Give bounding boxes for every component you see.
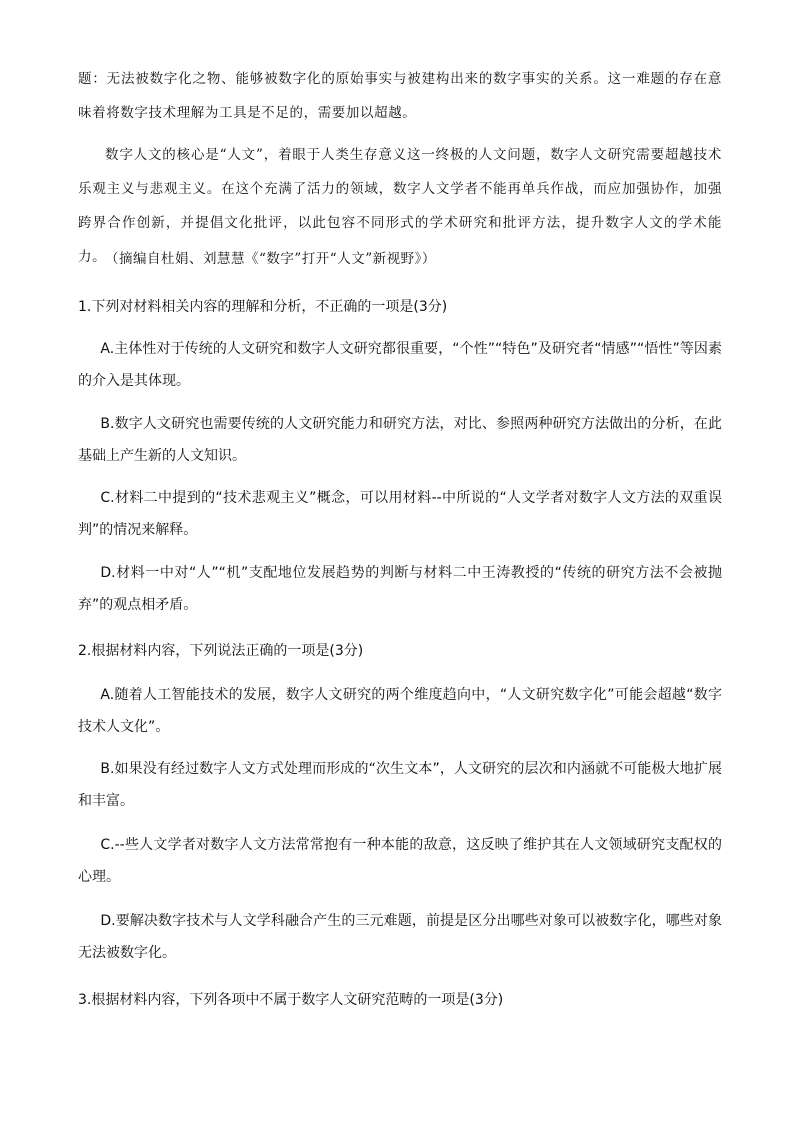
question-1 (78, 290, 722, 324)
question-2-option-a (78, 679, 722, 743)
option-text: C.--些人文学者对数字人文方法常常抱有一种本能的敌意，这反映了维护其在人文领域研究支配权的心理。 (78, 837, 722, 885)
source-citation: （摘编自杜娟、刘慧慧《“数字”打开“人文”新视野》） (105, 251, 436, 267)
question-2-option-c (78, 829, 722, 893)
option-text: C.材料二中提到的“技术悲观主义”概念，可以用材料--中所说的“人文学者对数字人文方法的双重误判”的情况来解释。 (78, 490, 722, 538)
question-2-option-b (78, 753, 722, 817)
question-1-option-a (78, 333, 722, 397)
source-citation-block (78, 242, 722, 276)
question-3-stem: 3.根据材料内容，下列各项中不属于数字人文研究范畴的一项是(3分) (78, 992, 504, 1008)
passage-paragraph-2: 数字人文的核心是“人文”，着眼于人类生存意义这一终极的人文问题，数字人文研究需要超越技术乐观主义与悲观主义。在这个充满了活力的领域，数字人文学者不能再单兵作战，而应加强协作，加强跨界合作创新，并提倡文化批评，以此包容不同形式的学术研究和批评方法，提升数字人文的学术能力。 (78, 147, 722, 265)
option-text: D.要解决数字技术与人文学科融合产生的三元难题，前提是区分出哪些对象可以被数字化，哪些对象无法被数字化。 (78, 913, 722, 961)
question-1-option-b (78, 408, 722, 472)
question-2 (78, 634, 722, 668)
option-text: A.随着人工智能技术的发展，数字人文研究的两个维度趋向中，“人文研究数字化”可能会超越“数字技术人文化”。 (78, 687, 722, 735)
option-text: B.如果没有经过数字人文方式处理而形成的“次生文本”，人文研究的层次和内涵就不可能极大地扩展和丰富。 (78, 761, 722, 809)
question-1-option-c (78, 482, 722, 546)
question-3 (78, 983, 722, 1017)
option-text: B.数字人文研究也需要传统的人文研究能力和研究方法，对比、参照两种研究方法做出的分析，在此基础上产生新的人文知识。 (78, 416, 722, 464)
question-2-stem: 2.根据材料内容，下列说法正确的一项是(3分) (78, 643, 364, 659)
option-text: D.材料一中对“人”“机”支配地位发展趋势的判断与材料二中王涛教授的“传统的研究方法不会被抛弃”的观点相矛盾。 (78, 565, 722, 613)
option-text: A.主体性对于传统的人文研究和数字人文研究都很重要，“个性”“特色”及研究者“情感”“悟性”等因素的介入是其体现。 (78, 341, 722, 389)
passage-paragraph-1: 题：无法被数字化之物、能够被数字化的原始事实与被建构出来的数字事实的关系。这一难题的存在意味着将数字技术理解为工具是不足的，需要加以超越。 (78, 71, 722, 121)
passage-paragraph-1-block (78, 62, 722, 130)
question-1-stem: 1.下列对材料相关内容的理解和分析，不正确的一项是(3分) (78, 299, 448, 315)
question-1-option-d (78, 557, 722, 621)
question-2-option-d (78, 905, 722, 969)
